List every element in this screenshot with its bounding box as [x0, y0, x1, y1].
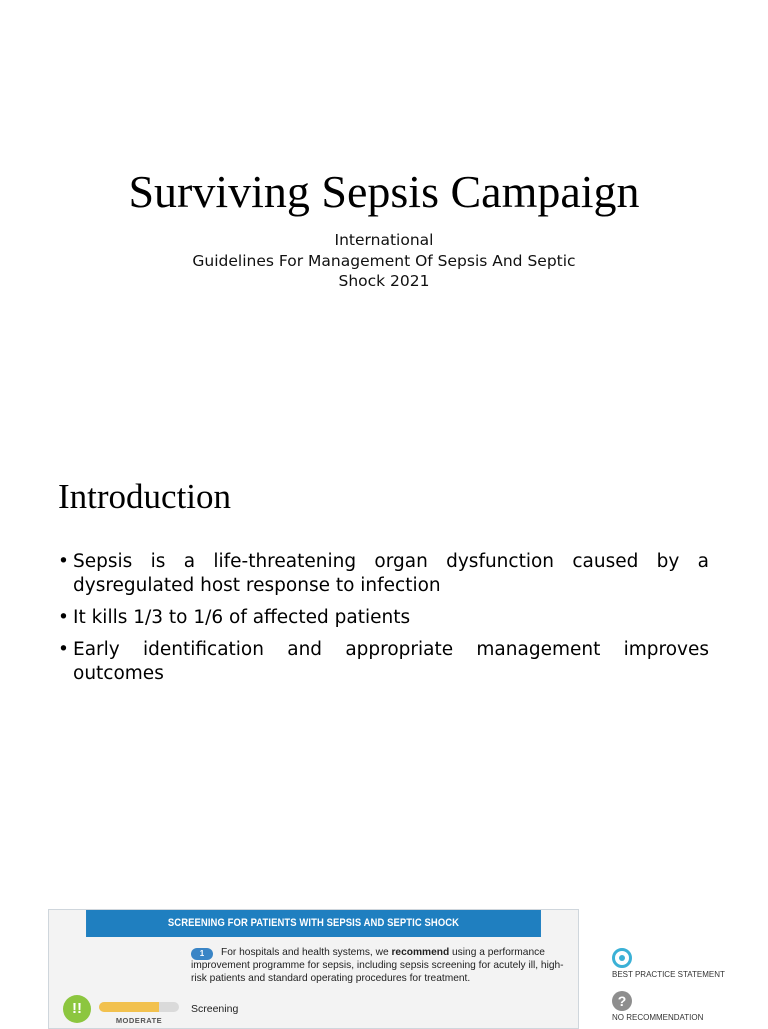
legend-best-practice: [612, 948, 725, 979]
bullet-text: Early identification and appropriate management improves outcomes: [73, 639, 709, 684]
subtitle-line: International: [334, 231, 434, 249]
bullet-item: [58, 638, 709, 686]
strength-label: MODERATE: [115, 1016, 163, 1025]
bullet-dot-icon: •: [58, 551, 69, 572]
legend-no-recommendation: [612, 991, 703, 1022]
title-slide: [0, 0, 768, 432]
slide-subtitle: [0, 230, 768, 292]
strength-bar: [99, 1002, 179, 1012]
section-heading: Introduction: [58, 477, 232, 516]
subtitle-line: Guidelines For Management Of Sepsis And Septic: [192, 251, 576, 270]
bullet-item: [58, 606, 709, 630]
bullet-dot-icon: •: [58, 607, 69, 628]
bullet-item: [58, 550, 709, 598]
introduction-slide: [0, 440, 768, 1024]
subtitle-line: Shock 2021: [338, 272, 430, 290]
recommendation-number-badge: 1: [191, 948, 213, 960]
panel-header: SCREENING FOR PATIENTS WITH SEPSIS AND SEPTIC SHOCK: [86, 910, 541, 937]
recommendation-text: [191, 946, 571, 985]
recommendation-text-start: For hospitals and health systems, we: [221, 947, 392, 958]
recommendation-topic: Screening: [191, 1003, 239, 1015]
recommendation-text-end: using a performance improvement programme for sepsis, including sepsis screening for acutely ill, high-risk patients and standard operating procedures for treatment.: [191, 947, 564, 984]
bullet-dot-icon: •: [58, 639, 69, 660]
bullet-text: It kills 1/3 to 1/6 of affected patients: [73, 607, 411, 628]
strength-bar-fill: [99, 1002, 159, 1012]
bullet-list: [58, 550, 709, 694]
bullet-text: Sepsis is a life-threatening organ dysfunction caused by a dysregulated host response to infection: [73, 551, 709, 596]
recommendation-keyword: recommend: [391, 947, 450, 958]
slide-title: Surviving Sepsis Campaign: [128, 166, 640, 217]
legend-label: NO RECOMMENDATION: [612, 1013, 704, 1022]
guideline-panel: [48, 909, 579, 1029]
alert-icon: !!: [63, 995, 91, 1023]
best-practice-icon: [612, 948, 632, 968]
legend-label: BEST PRACTICE STATEMENT: [612, 970, 725, 979]
no-recommendation-icon: ?: [612, 991, 632, 1011]
